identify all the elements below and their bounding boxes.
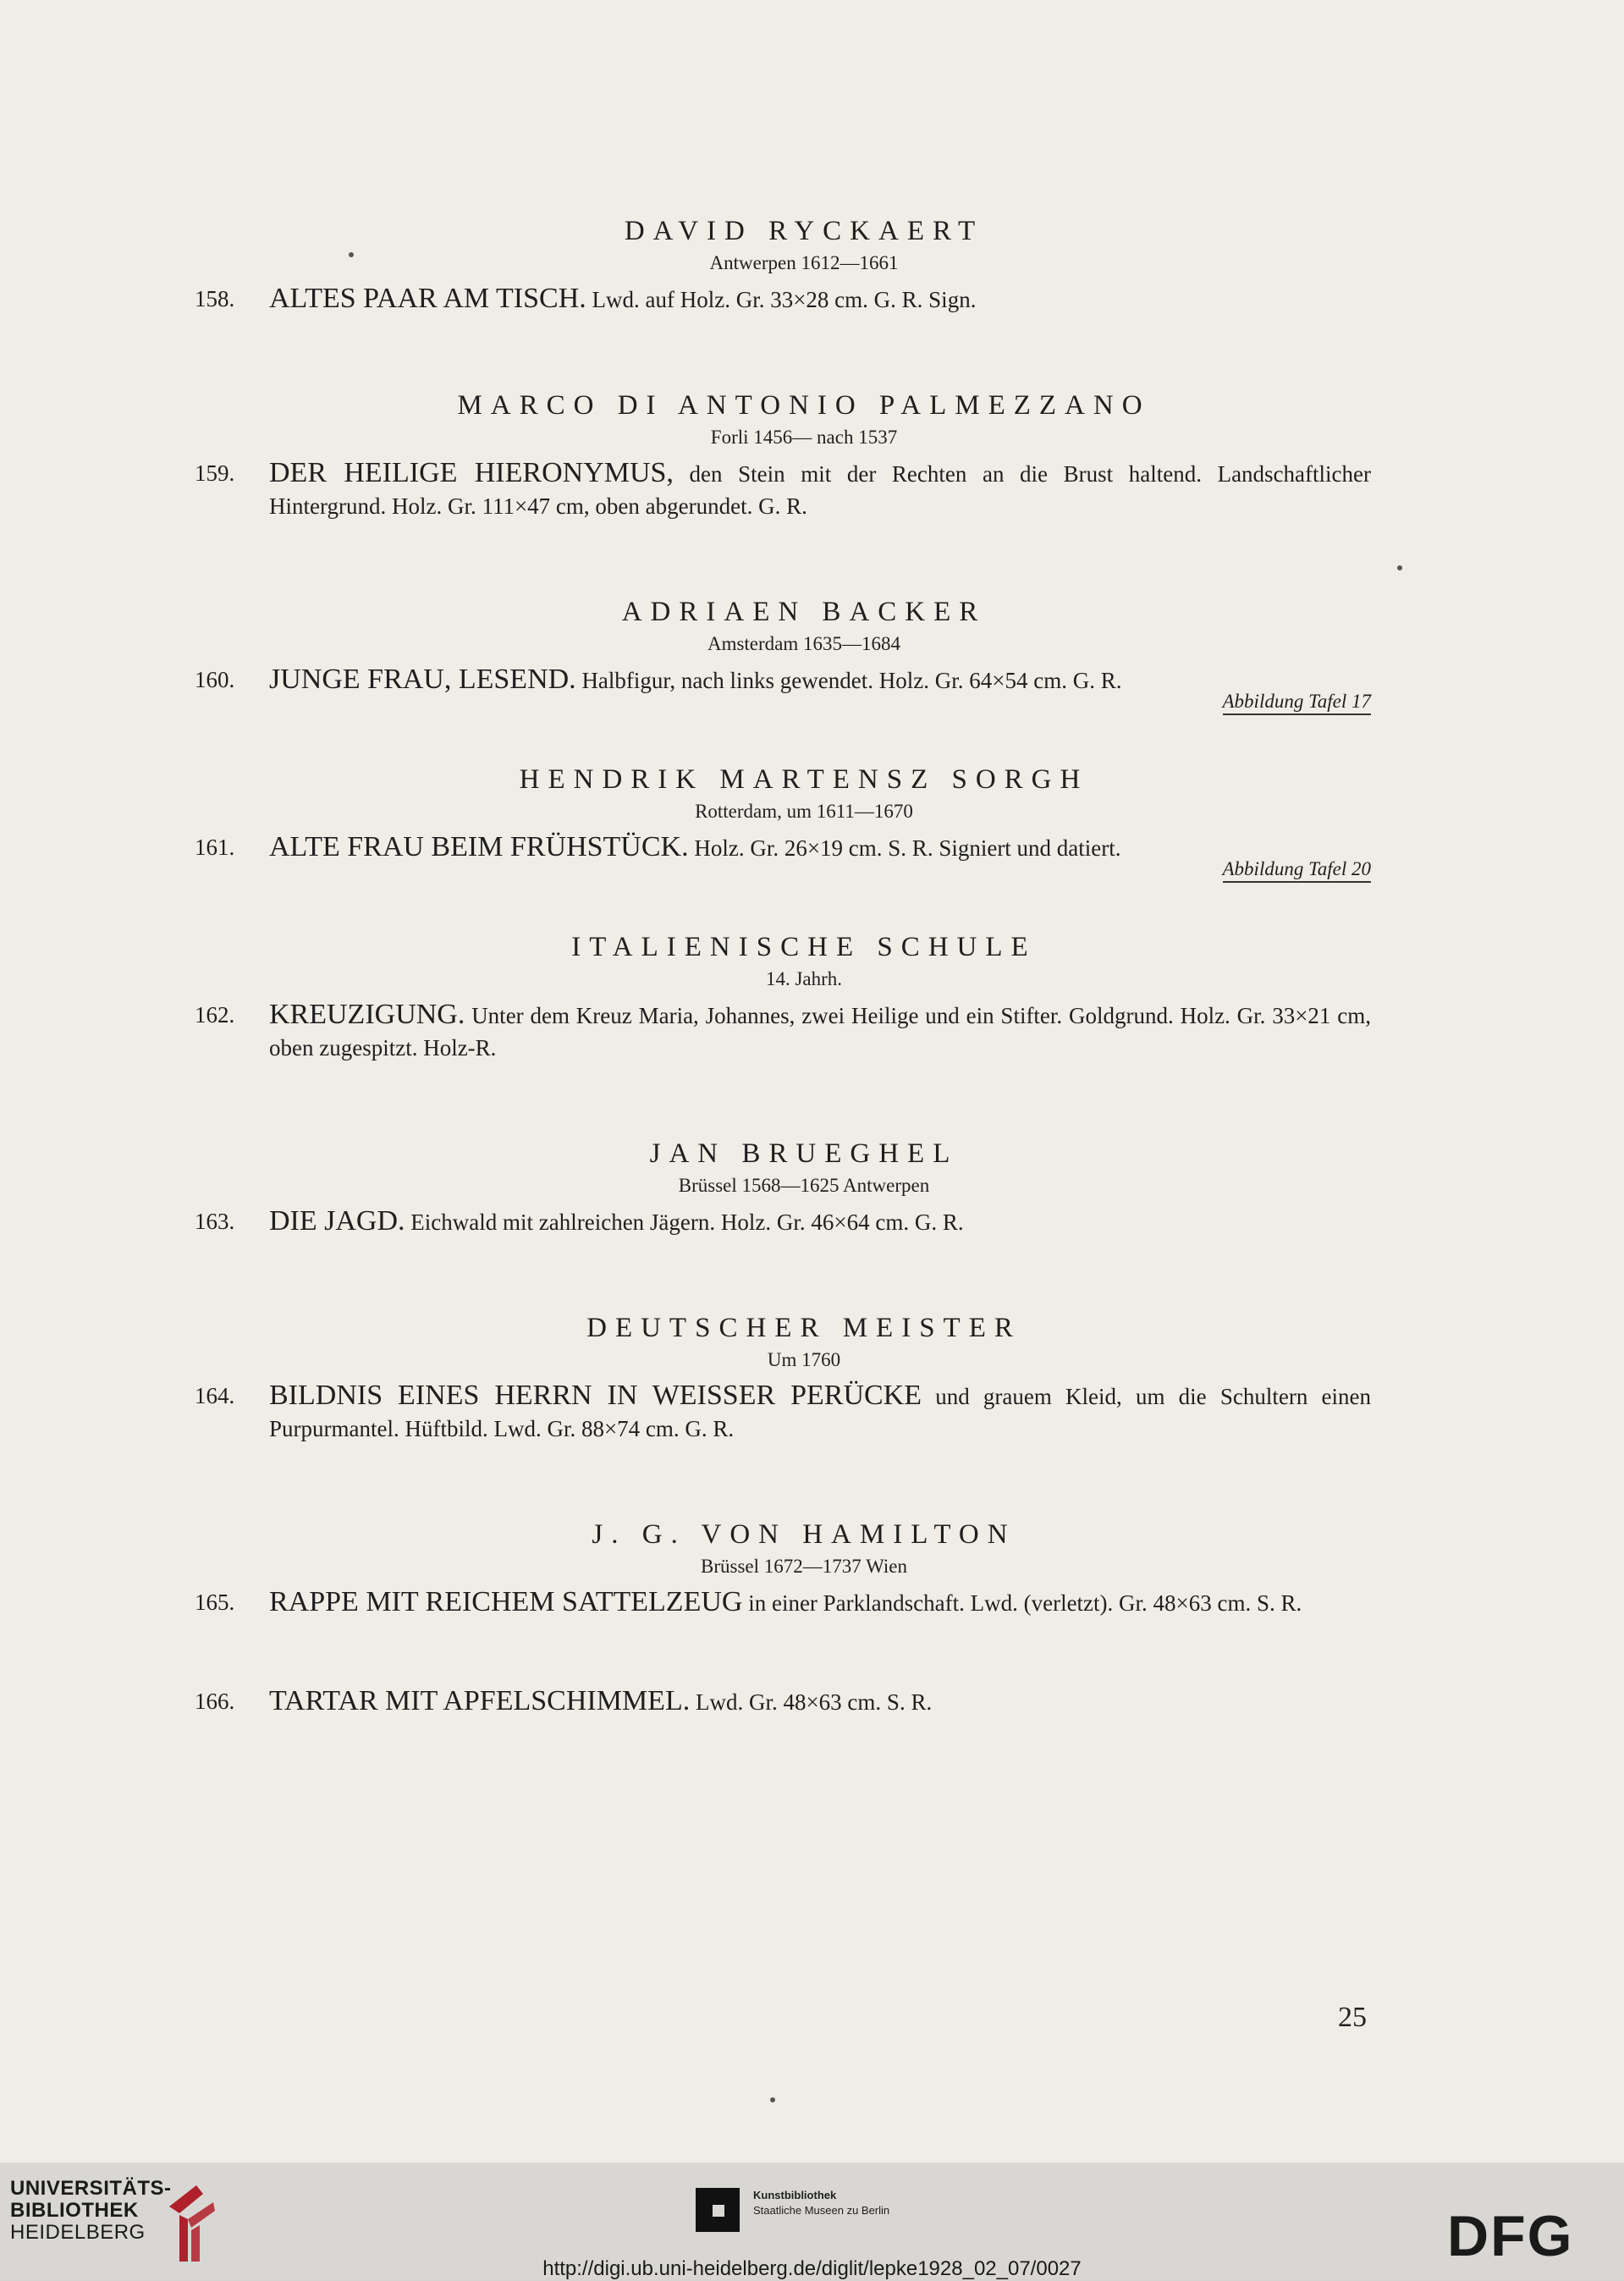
artist-name: J. G. VON HAMILTON: [592, 1519, 1016, 1550]
viewer-footer: [0, 2163, 1624, 2279]
entry-title: KREUZIGUNG.: [269, 999, 465, 1030]
entry-description: in einer Parklandschaft. Lwd. (verletzt). Gr. 48×63 cm. S. R.: [748, 1590, 1302, 1616]
entry-description: Lwd. auf Holz. Gr. 33×28 cm. G. R. Sign.: [592, 287, 977, 312]
catalog-entry: [195, 457, 1371, 522]
entry-number: 165.: [195, 1590, 235, 1615]
entry-number: 160.: [195, 667, 235, 692]
artist-section: [195, 597, 1371, 714]
section-gap: [195, 316, 1371, 390]
section-gap: [195, 1064, 1371, 1138]
artist-dates: Forli 1456— nach 1537: [710, 427, 898, 448]
entry-number: 161.: [195, 835, 235, 860]
artist-name: MARCO DI ANTONIO PALMEZZANO: [457, 390, 1151, 421]
section-gap: [195, 881, 1371, 932]
catalog-entry: [195, 831, 1371, 864]
plate-label: Abbildung Tafel 17: [1223, 691, 1372, 715]
artist-section: [195, 1313, 1371, 1445]
artist-dates: Um 1760: [767, 1349, 841, 1370]
artist-name: JAN BRUEGHEL: [649, 1138, 959, 1169]
entry-title: ALTES PAAR AM TISCH.: [269, 283, 586, 314]
final-entry: [195, 1685, 1371, 1718]
artist-section: [195, 1138, 1371, 1238]
catalog-entry: [195, 664, 1371, 697]
artist-dates: Rotterdam, um 1611—1670: [695, 801, 913, 822]
entry-title: ALTE FRAU BEIM FRÜHSTÜCK.: [269, 831, 689, 862]
entry-number: 163.: [195, 1209, 235, 1234]
artist-section: [195, 764, 1371, 881]
kb-title: Kunstbibliothek: [753, 2189, 837, 2201]
entry-description: Lwd. Gr. 48×63 cm. S. R.: [695, 1689, 933, 1715]
section-gap: [195, 522, 1371, 597]
artist-dates: 14. Jahrh.: [765, 968, 843, 989]
ub-line-2: BIBLIOTHEK: [10, 2199, 139, 2222]
catalog-entry: [195, 283, 1371, 316]
entry-description: Halbfigur, nach links gewendet. Holz. Gr. 64×54 cm. G. R.: [581, 668, 1122, 693]
artist-section: [195, 390, 1371, 522]
page-number: 25: [1338, 2002, 1367, 2033]
entry-number: 164.: [195, 1383, 235, 1408]
catalog-entry: [195, 1380, 1371, 1445]
section-gap: [195, 1238, 1371, 1313]
section-gap: [195, 1445, 1371, 1519]
entry-description: und grauem Kleid, um die Schultern einen Purpurmantel. Hüftbild. Lwd. Gr. 88×74 cm. G. R.: [269, 1384, 1371, 1441]
artist-name: DEUTSCHER MEISTER: [586, 1313, 1021, 1343]
entry-title: DER HEILIGE HIERONYMUS,: [269, 457, 674, 488]
catalog-entry: [195, 1586, 1371, 1619]
entry-title: BILDNIS EINES HERRN IN WEISSER PERÜCKE: [269, 1380, 922, 1411]
entry-number: 162.: [195, 1002, 235, 1028]
entry-number: 158.: [195, 286, 235, 311]
entry-title: DIE JAGD.: [269, 1205, 405, 1237]
section-gap: [195, 714, 1371, 764]
permalink[interactable]: http://digi.ub.uni-heidelberg.de/diglit/lepke1928_02_07/0027: [542, 2257, 1082, 2280]
artist-name: DAVID RYCKAERT: [624, 216, 984, 246]
artist-section: [195, 932, 1371, 1064]
entry-description: Unter dem Kreuz Maria, Johannes, zwei Heilige und ein Stifter. Goldgrund. Holz. Gr. 33×21 cm, oben zugespitzt. Holz-R.: [269, 1003, 1371, 1061]
speck: [349, 252, 354, 257]
artist-name: ADRIAEN BACKER: [621, 597, 987, 627]
artist-name: HENDRIK MARTENSZ SORGH: [519, 764, 1089, 795]
artist-section: [195, 1519, 1371, 1619]
catalog-content: [195, 216, 1371, 1718]
artist-name: ITALIENISCHE SCHULE: [571, 932, 1037, 962]
catalog-entry: [195, 1205, 1371, 1238]
ub-emblem-icon: [162, 2181, 222, 2266]
ub-heidelberg-logo[interactable]: [10, 2178, 172, 2244]
artist-dates: Brüssel 1568—1625 Antwerpen: [678, 1175, 930, 1196]
kunstbibliothek-icon: [694, 2186, 741, 2234]
artist-section: [195, 216, 1371, 316]
entry-number: 159.: [195, 460, 235, 486]
catalog-entry: [195, 999, 1371, 1064]
entry-description: den Stein mit der Rechten an die Brust haltend. Landschaftlicher Hintergrund. Holz. Gr. 111×47 cm, oben abgerundet. G. R.: [269, 461, 1371, 519]
entry-description: Eichwald mit zahlreichen Jägern. Holz. Gr. 46×64 cm. G. R.: [410, 1209, 964, 1235]
entry-description: Holz. Gr. 26×19 cm. S. R. Signiert und datiert.: [694, 835, 1121, 861]
artist-dates: Antwerpen 1612—1661: [709, 252, 899, 273]
speck: [1397, 565, 1402, 570]
entry-title: TARTAR MIT APFELSCHIMMEL.: [269, 1685, 691, 1716]
entry-title: JUNGE FRAU, LESEND.: [269, 664, 576, 695]
ub-line-3: HEIDELBERG: [10, 2221, 146, 2244]
catalog-entry: [195, 1685, 1371, 1718]
speck: [770, 2097, 775, 2102]
artist-dates: Brüssel 1672—1737 Wien: [701, 1556, 907, 1577]
kb-subtitle: Staatliche Museen zu Berlin: [753, 2204, 890, 2217]
entry-title: RAPPE MIT REICHEM SATTELZEUG: [269, 1586, 743, 1617]
section-gap: [195, 1619, 1371, 1694]
ub-line-1: UNIVERSITÄTS-: [10, 2177, 172, 2200]
kunstbibliothek-text: [753, 2188, 1007, 2218]
plate-label: Abbildung Tafel 20: [1223, 858, 1372, 883]
dfg-logo[interactable]: DFG: [1447, 2204, 1574, 2268]
artist-dates: Amsterdam 1635—1684: [707, 633, 901, 654]
entry-number: 166.: [195, 1689, 235, 1714]
